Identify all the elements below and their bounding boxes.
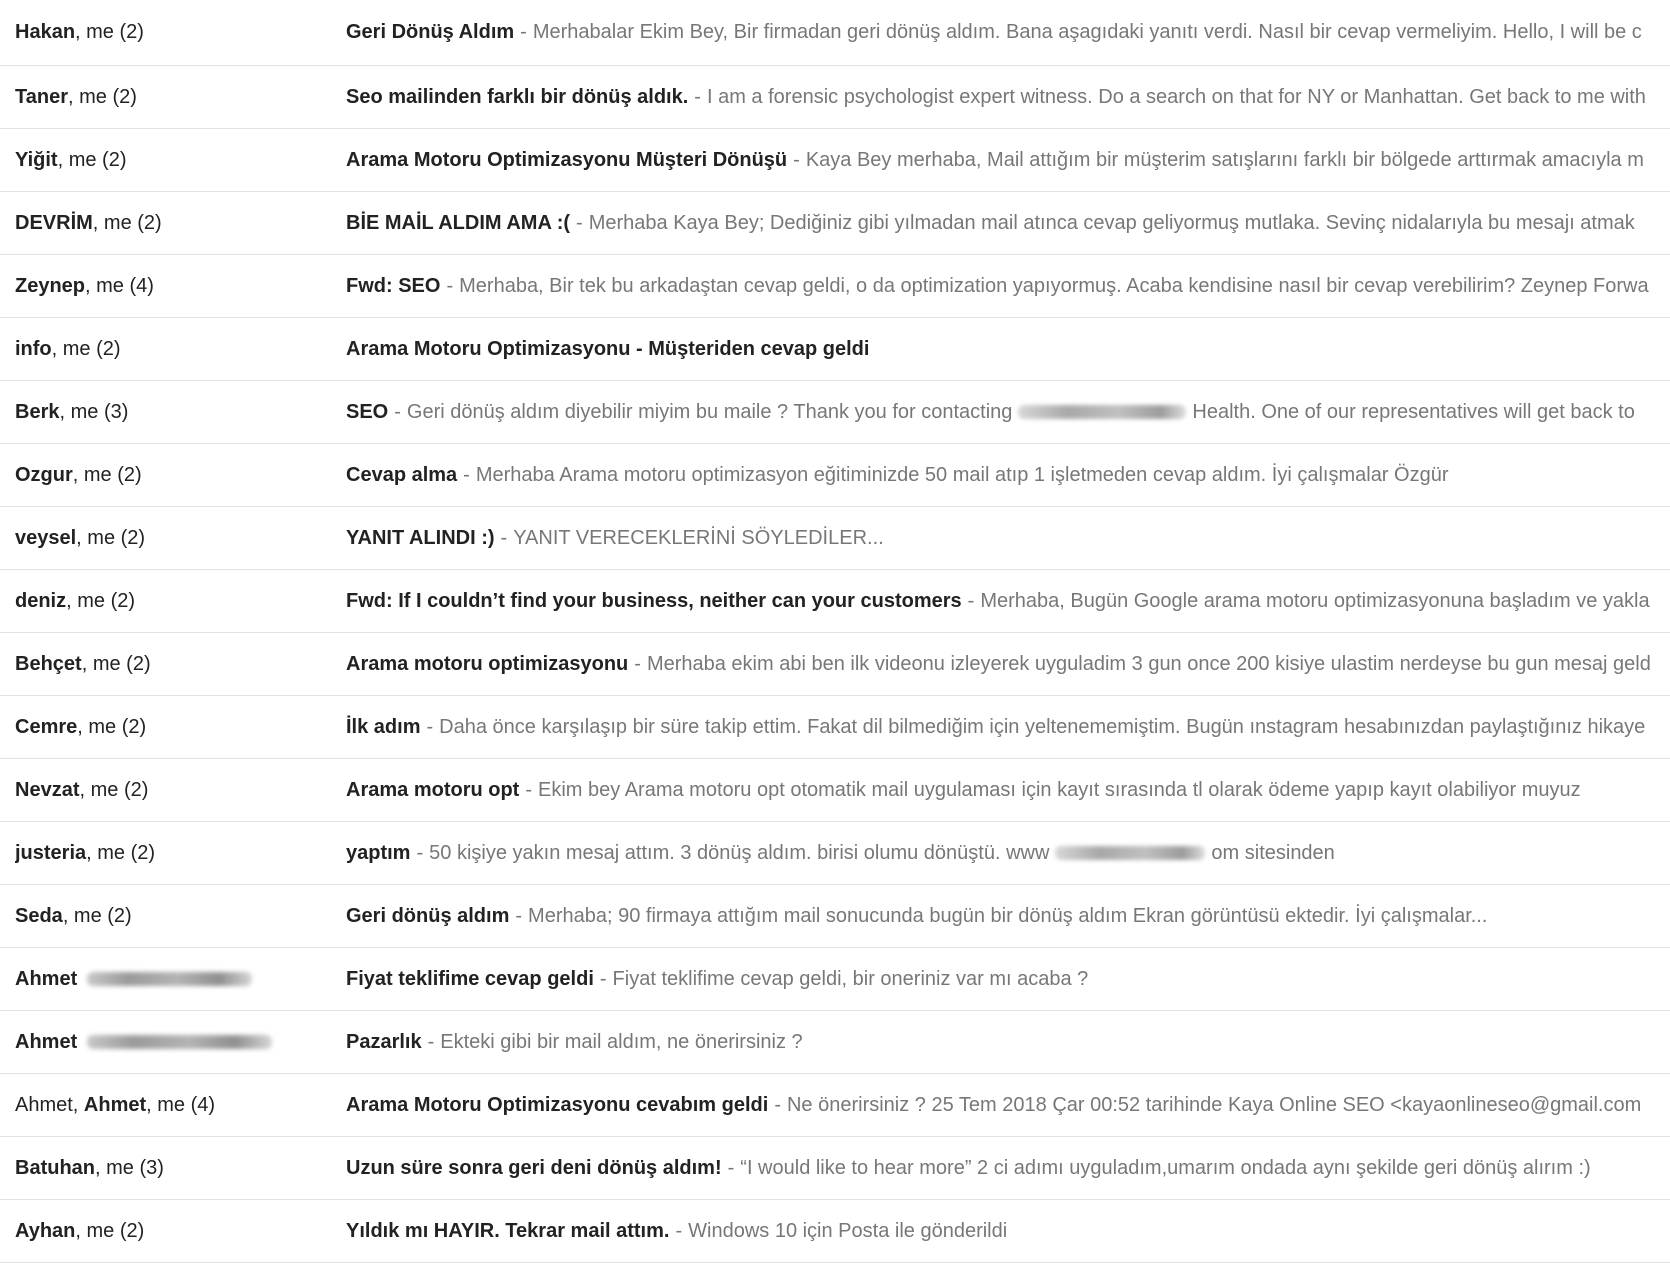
subject-snippet-separator: - [634,652,641,675]
email-snippet: YANIT VERECEKLERİNİ SÖYLEDİLER... [513,526,884,549]
sender-name-part: , me (3) [59,400,129,423]
email-snippet: I am a forensic psychologist expert witness. Do a search on that for NY or Manhattan. Get back to me with [706,85,1646,108]
sender-name-part: Berk [15,400,60,423]
sender-name-part: Cemre [15,715,78,738]
email-subject: YANIT ALINDI :) [346,526,495,549]
message-preview [346,570,1670,632]
sender-cell [15,948,315,1010]
sender-name-part: Seda [15,904,63,927]
sender-cell [15,66,315,128]
email-row[interactable] [0,0,1670,66]
sender-name-part: , me (2) [72,463,142,486]
message-preview [346,381,1670,443]
sender-name-part: Ahmet [83,1093,147,1116]
email-row[interactable] [0,1137,1670,1200]
sender-name-part: Ahmet [15,967,78,990]
email-snippet-continued: Health. One of our representatives will get back to [1192,400,1635,423]
sender-name-part: , me (2) [75,21,144,43]
redacted-sender-surname [87,1035,272,1049]
sender-cell [15,444,315,506]
subject-snippet-separator: - [675,1219,683,1242]
sender-name-part: Ozgur [15,463,73,486]
sender-name-part: , me (2) [76,526,146,549]
email-subject: Fwd: If I couldn’t find your business, neither can your customers [346,589,962,612]
email-row[interactable] [0,444,1670,507]
email-snippet: Daha önce karşılaşıp bir süre takip ettim. Fakat dil bilmediğim için yeltenememiştim. Bugün ınstagram hesabınızdan paylaştığınız hikaye [439,715,1646,738]
sender-cell [15,885,315,947]
email-snippet: Merhaba ekim abi ben ilk videonu izleyerek uyguladim 3 gun once 200 kisiye ulastim nerdeyse bu gun mesaj geld [646,652,1651,675]
subject-snippet-separator: - [774,1093,781,1116]
subject-snippet-separator: - [599,967,607,990]
sender-name-part: , me (2) [51,337,121,360]
sender-name-part: deniz [15,589,67,612]
message-preview [346,318,1670,380]
sender-name-part: Ahmet, [15,1093,84,1116]
sender-name-part: , me (2) [57,148,127,171]
sender-cell [15,822,315,884]
sender-name-part: Zeynep [15,274,86,297]
message-preview [346,507,1670,569]
message-preview [346,1011,1670,1073]
subject-snippet-separator: - [515,904,523,927]
email-row[interactable] [0,885,1670,948]
sender-name-part: , me (2) [66,589,136,612]
sender-cell [15,129,315,191]
sender-name-part: , me (2) [67,85,137,108]
email-snippet: Merhaba; 90 firmaya attığım mail sonucunda bugün bir dönüş aldım Ekran görüntüsü ektedir. İyi çalışmalar... [528,904,1488,927]
email-snippet: “I would like to hear more” 2 ci adımı uyguladım,umarım ondada aynı şekilde geri dönüş alırım :) [740,1156,1591,1179]
message-preview [346,696,1670,758]
sender-name-part: Hakan [15,21,76,43]
sender-cell [15,1074,315,1136]
sender-name-part: Yiğit [15,148,58,171]
email-snippet: 50 kişiye yakın mesaj attım. 3 dönüş aldım. birisi olumu dönüştü. www [429,841,1050,864]
email-snippet: Merhaba Kaya Bey; Dediğiniz gibi yılmadan mail atınca cevap geliyormuş mutlaka. Sevinç nidalarıyla bu mesajı atmak [588,211,1635,234]
email-snippet-continued: om sitesinden [1211,841,1335,864]
sender-name-part: Taner [15,85,68,108]
email-row[interactable] [0,570,1670,633]
email-snippet: Ne önerirsiniz ? 25 Tem 2018 Çar 00:52 tarihinde Kaya Online SEO <kayaonlineseo@gmail.com [786,1093,1642,1116]
subject-snippet-separator: - [426,715,434,738]
sender-cell [15,1137,315,1199]
sender-cell [15,318,315,380]
redacted-snippet-text [1018,405,1186,419]
sender-cell [15,0,315,65]
email-snippet: Windows 10 için Posta ile gönderildi [688,1219,1008,1242]
message-preview [346,948,1670,1010]
email-subject: Arama Motoru Optimizasyonu cevabım geldi [346,1093,769,1116]
email-snippet: Kaya Bey merhaba, Mail attığım bir müşterim satışlarını farklı bir bölgede arttırmak amacıyla m [805,148,1644,171]
email-subject: SEO [346,400,389,423]
sender-cell [15,1011,315,1073]
subject-snippet-separator: - [500,526,508,549]
sender-name-part: info [15,337,52,360]
email-row[interactable] [0,1074,1670,1137]
email-snippet: Fiyat teklifime cevap geldi, bir oneriniz var mı acaba ? [612,967,1089,990]
sender-name-part: , me (3) [95,1156,164,1179]
email-snippet: Ekim bey Arama motoru opt otomatik mail uygulaması için kayıt sırasında tl olarak ödeme yapıp kayıt olabiliyor muyuz [538,778,1581,801]
sender-cell [15,192,315,254]
subject-snippet-separator: - [416,841,424,864]
sender-name-part: DEVRİM [15,211,93,234]
message-preview [346,1137,1670,1199]
subject-snippet-separator: - [427,1030,435,1053]
email-row[interactable] [0,66,1670,129]
sender-name-part: , me (2) [75,1219,145,1242]
email-row[interactable] [0,633,1670,696]
sender-cell [15,381,315,443]
email-subject: İlk adım [346,715,421,738]
subject-snippet-separator: - [967,589,975,612]
message-preview [346,66,1670,128]
email-snippet: Ekteki gibi bir mail aldım, ne önerirsiniz ? [440,1030,803,1053]
subject-snippet-separator: - [576,211,583,234]
email-subject: Pazarlık [346,1030,422,1053]
email-row[interactable] [0,696,1670,759]
message-preview [346,759,1670,821]
sender-cell [15,507,315,569]
sender-cell [15,1200,315,1262]
email-subject: Geri Dönüş Aldım [346,21,515,43]
email-row[interactable] [0,759,1670,822]
sender-name-part: , me (2) [86,841,156,864]
message-preview [346,885,1670,947]
sender-name-part: veysel [15,526,77,549]
email-snippet: Merhabalar Ekim Bey, Bir firmadan geri dönüş aldım. Bana aşagıdaki yanıtı verdi. Nasıl bir cevap vermeliyim. Hello, I will be c [532,21,1642,43]
message-preview [346,0,1670,65]
sender-name-part: Batuhan [15,1156,95,1179]
email-snippet: Merhaba Arama motoru optimizasyon eğitiminizde 50 mail atıp 1 işletmeden cevap aldım. İyi çalışmalar Özgür [475,463,1449,486]
sender-cell [15,633,315,695]
subject-snippet-separator: - [463,463,470,486]
sender-cell [15,696,315,758]
email-snippet: Geri dönüş aldım diyebilir miyim bu maile ? Thank you for contacting [406,400,1013,423]
sender-name-part: Nevzat [15,778,80,801]
subject-snippet-separator: - [727,1156,735,1179]
email-subject: Cevap alma [346,463,458,486]
sender-name-part: justeria [15,841,87,864]
sender-cell [15,759,315,821]
email-row[interactable] [0,822,1670,885]
sender-name-part: , me (4) [146,1093,216,1116]
email-row[interactable] [0,318,1670,381]
email-row[interactable] [0,381,1670,444]
sender-name-part: Ahmet [15,1030,78,1053]
message-preview [346,192,1670,254]
email-row[interactable] [0,255,1670,318]
sender-name-part: , me (2) [77,715,147,738]
message-preview [346,129,1670,191]
message-preview [346,822,1670,884]
email-row[interactable] [0,507,1670,570]
email-subject: Geri dönüş aldım [346,904,510,927]
message-preview [346,444,1670,506]
subject-snippet-separator: - [520,21,527,43]
sender-cell [15,570,315,632]
email-row[interactable] [0,948,1670,1011]
sender-name-part: , me (2) [92,211,162,234]
redacted-snippet-text [1055,846,1205,860]
subject-snippet-separator: - [394,400,401,423]
subject-snippet-separator: - [446,274,454,297]
email-subject: Yıldık mı HAYIR. Tekrar mail attım. [346,1219,670,1242]
sender-name-part: , me (2) [81,652,151,675]
sender-name-part: , me (2) [79,778,149,801]
email-row[interactable] [0,1011,1670,1074]
message-preview [346,1200,1670,1262]
email-snippet: Merhaba, Bir tek bu arkadaştan cevap geldi, o da optimization yapıyormuş. Acaba kendisine nasıl bir cevap verebilirim? Zeynep Forwa [459,274,1649,297]
email-subject: BİE MAİL ALDIM AMA :( [346,211,571,234]
message-preview [346,1074,1670,1136]
email-row[interactable] [0,1200,1670,1263]
email-subject: Arama motoru opt [346,778,520,801]
email-subject: Fwd: SEO [346,274,441,297]
sender-name-part: Behçet [15,652,82,675]
email-subject: Fiyat teklifime cevap geldi [346,967,594,990]
sender-name-part: Ayhan [15,1219,76,1242]
email-row[interactable] [0,129,1670,192]
email-subject: Uzun süre sonra geri deni dönüş aldım! [346,1156,722,1179]
email-snippet: Merhaba, Bugün Google arama motoru optimizasyonuna başladım ve yakla [980,589,1650,612]
message-preview [346,255,1670,317]
email-subject: Seo mailinden farklı bir dönüş aldık. [346,85,689,108]
message-preview [346,633,1670,695]
sender-name-part: , me (2) [62,904,132,927]
redacted-sender-surname [87,972,252,986]
email-subject: Arama Motoru Optimizasyonu - Müşteriden cevap geldi [346,337,870,360]
sender-cell [15,255,315,317]
email-row[interactable] [0,192,1670,255]
subject-snippet-separator: - [793,148,800,171]
email-subject: Arama Motoru Optimizasyonu Müşteri Dönüşü [346,148,788,171]
email-subject: Arama motoru optimizasyonu [346,652,629,675]
subject-snippet-separator: - [694,85,701,108]
sender-name-part: , me (4) [85,274,154,297]
email-subject: yaptım [346,841,411,864]
subject-snippet-separator: - [525,778,533,801]
